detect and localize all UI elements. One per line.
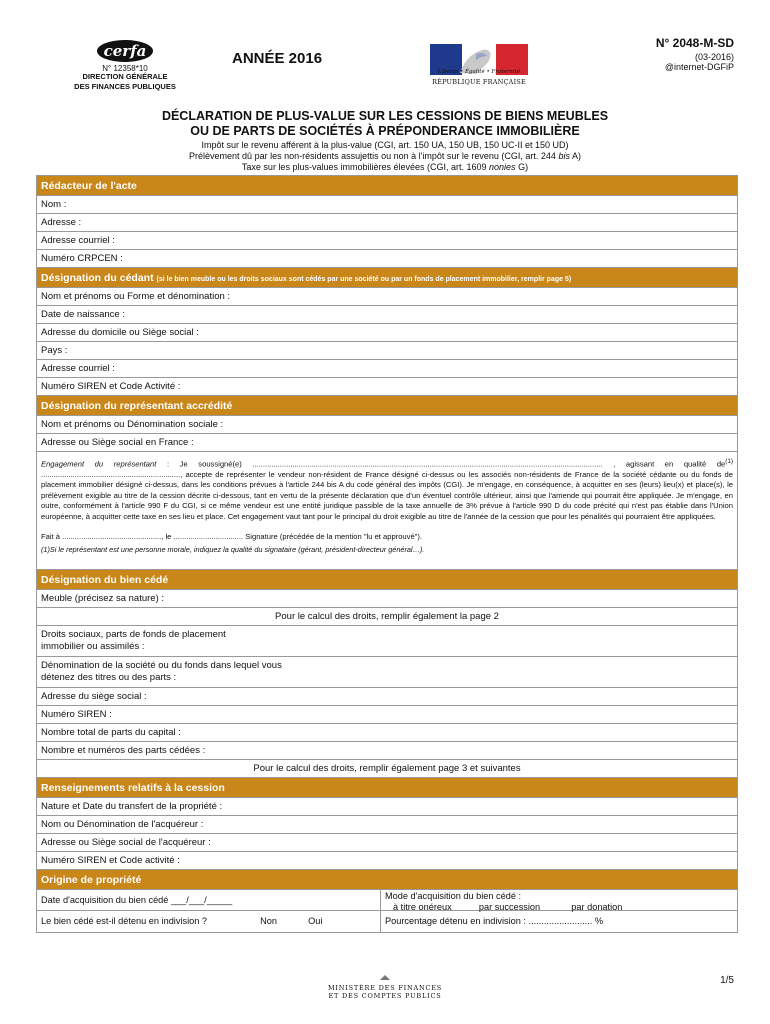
- section-redacteur-heading: Rédacteur de l'acte: [37, 176, 737, 196]
- rf-name: RÉPUBLIQUE FRANÇAISE: [432, 78, 526, 86]
- note-page3: Pour le calcul des droits, remplir également page 3 et suivantes: [37, 760, 737, 778]
- field-cession-siren[interactable]: Numéro SIREN et Code activité :: [37, 852, 737, 870]
- field-cedant-naissance[interactable]: Date de naissance :: [37, 306, 737, 324]
- field-redacteur-courriel[interactable]: Adresse courriel :: [37, 232, 737, 250]
- mode-onereux-option[interactable]: à titre onéreux: [393, 901, 452, 912]
- mode-label: Mode d'acquisition du bien cédé :: [385, 890, 522, 901]
- declaration-form: [36, 175, 738, 933]
- field-bien-siren[interactable]: Numéro SIREN :: [37, 706, 737, 724]
- field-bien-parts-capital[interactable]: Nombre total de parts du capital :: [37, 724, 737, 742]
- indivision-oui-option[interactable]: Oui: [308, 915, 323, 926]
- field-cedant-courriel[interactable]: Adresse courriel :: [37, 360, 737, 378]
- note-page2: Pour le calcul des droits, remplir également la page 2: [37, 608, 737, 626]
- indivision-question: Le bien cédé est-il détenu en indivision ?: [41, 915, 207, 926]
- subtitle-line2: Prélèvement dû par les non-résidents assujettis ou non à l'impôt sur le revenu (CGI, art. 244 bis A): [189, 151, 581, 161]
- year-title: ANNÉE 2016: [232, 50, 323, 67]
- section-representant-heading: Désignation du représentant accrédité: [37, 396, 737, 416]
- indivision-row: [37, 911, 380, 932]
- section-bien-heading: Désignation du bien cédé: [37, 570, 737, 590]
- mode-donation-option[interactable]: par donation: [571, 901, 623, 912]
- field-cedant-pays[interactable]: Pays :: [37, 342, 737, 360]
- indivision-non-option[interactable]: Non: [260, 915, 277, 926]
- form-version: (03-2016): [694, 52, 734, 62]
- field-cedant-adresse[interactable]: Adresse du domicile ou Siège social :: [37, 324, 737, 342]
- signature-line[interactable]: Fait à ..............................................., le ................................. Signature (précédée de la mention "lu et approuvé").: [41, 531, 423, 541]
- cerfa-number: N° 12358*10: [102, 64, 148, 73]
- ministere-logo: [0, 984, 770, 1000]
- rf-motto: Liberté • Égalité • Fraternité: [437, 69, 521, 75]
- field-pourcentage[interactable]: Pourcentage détenu en indivision : ......................... %: [385, 915, 604, 926]
- field-bien-siege[interactable]: Adresse du siège social :: [37, 688, 737, 706]
- ministere-emblem-icon: [380, 975, 390, 980]
- ministere-line2: ET DES COMPTES PUBLICS: [328, 992, 442, 1000]
- subtitle: [0, 140, 770, 173]
- page-title: [0, 109, 770, 139]
- origine-table: [37, 890, 737, 932]
- direction-line2: DES FINANCES PUBLIQUES: [74, 82, 176, 91]
- title-line2: OU DE PARTS DE SOCIÉTÉS À PRÉPONDERANCE IMMOBILIÈRE: [190, 124, 580, 138]
- engagement-text: Engagement du représentant : Je soussigné(e) ...................................................................................................................................................................... , agissant en qualité $de^{(1)}$ .................................................................., accepte de représenter le vendeur non-résident de France désigné ci-dessus ou les associés non-résidents de France de la société cédante ou du fonds de placement immobilier désigné ci-dessus, dans les conditions prévues à l'article 244 bis A du code général des impôts (CGI). Je m'engage, en conséquence, à acquitter en ses (leurs) lieu(x) et place(s), le prélèvement exigible au titre de la cession décrite ci-dessous, tant en vertu de la présente déclaration que d'un éventuel contrôle ultérieur, ainsi que l'amende qui pourrait être appliquée. Je m'engage, en outre, conformément à l'article 990 F du CGI, si ce même vendeur est une entité juridique passible de la taxe annuelle de 3% prévue à l'article 990 D du code précité qui n'est pas établie dans l'Union européenne, à acquitter cette taxe en ses lieu et place. Cet engagement vaut tant pour le principal du droit exigible au titre de l'année de la cession que pour les pénalités qui pourraient être appliquées.: [41, 458, 733, 521]
- field-representant-adresse[interactable]: Adresse ou Siège social en France :: [37, 434, 737, 452]
- title-line1: DÉCLARATION DE PLUS-VALUE SUR LES CESSIONS DE BIENS MEUBLES: [161, 109, 609, 123]
- field-bien-parts-cedees[interactable]: Nombre et numéros des parts cédées :: [37, 742, 737, 760]
- cerfa-logo: cerfa: [97, 40, 153, 62]
- field-cedant-siren[interactable]: Numéro SIREN et Code Activité :: [37, 378, 737, 396]
- marianne-logo-icon: [430, 36, 528, 84]
- field-redacteur-adresse[interactable]: Adresse :: [37, 214, 737, 232]
- mode-acquisition: [381, 890, 737, 911]
- cedant-note: (si le bien meuble ou les droits sociaux sont cédés par une société ou par un fonds de placement immobilier, remplir page 5): [156, 276, 572, 283]
- field-cession-nature[interactable]: Nature et Date du transfert de la propriété :: [37, 798, 737, 816]
- field-droits-sociaux[interactable]: Droits sociaux, parts de fonds de placement immobilier ou assimilés :: [41, 628, 226, 652]
- footnote: (1)Si le représentant est une personne morale, indiquez la qualité du signataire (gérant, président-directeur général…).: [41, 545, 425, 555]
- ministere-line1: MINISTÈRE DES FINANCES: [327, 984, 443, 992]
- page-number: 1/5: [720, 975, 734, 986]
- section-origine-heading: Origine de propriété: [37, 870, 737, 890]
- origine-right: [381, 890, 737, 932]
- direction-label: [50, 72, 200, 92]
- form-source: @internet-DGFiP: [664, 62, 734, 72]
- subtitle-line3: Taxe sur les plus-values immobilières élevées (CGI, art. 1609 nonies G): [241, 162, 529, 172]
- form-number: N° 2048-M-SD: [655, 36, 734, 50]
- field-date-acquisition[interactable]: Date d'acquisition du bien cédé ___/___/_____: [37, 890, 380, 911]
- mode-succession-option[interactable]: par succession: [478, 901, 541, 912]
- direction-line1: DIRECTION GÉNÉRALE: [82, 72, 168, 81]
- section-cession-heading: Renseignements relatifs à la cession: [37, 778, 737, 798]
- field-cedant-nom[interactable]: Nom et prénoms ou Forme et dénomination :: [37, 288, 737, 306]
- section-cedant-heading: Désignation du cédant (si le bien meuble ou les droits sociaux sont cédés par une société ou par un fonds de placement immobilier, remplir page 5): [37, 268, 737, 288]
- engagement-block: [37, 452, 737, 570]
- field-redacteur-crpcen[interactable]: Numéro CRPCEN :: [37, 250, 737, 268]
- field-cession-adresse[interactable]: Adresse ou Siège social de l'acquéreur :: [37, 834, 737, 852]
- subtitle-line1: Impôt sur le revenu afférent à la plus-value (CGI, art. 150 UA, 150 UB, 150 UC-II et 150 UD): [201, 140, 569, 150]
- field-representant-nom[interactable]: Nom et prénoms ou Dénomination sociale :: [37, 416, 737, 434]
- field-denomination[interactable]: Dénomination de la société ou du fonds dans lequel vous détenez des titres ou des parts :: [41, 659, 282, 683]
- field-cession-acquereur[interactable]: Nom ou Dénomination de l'acquéreur :: [37, 816, 737, 834]
- origine-left: [37, 890, 381, 932]
- field-bien-meuble[interactable]: Meuble (précisez sa nature) :: [37, 590, 737, 608]
- field-redacteur-nom[interactable]: Nom :: [37, 196, 737, 214]
